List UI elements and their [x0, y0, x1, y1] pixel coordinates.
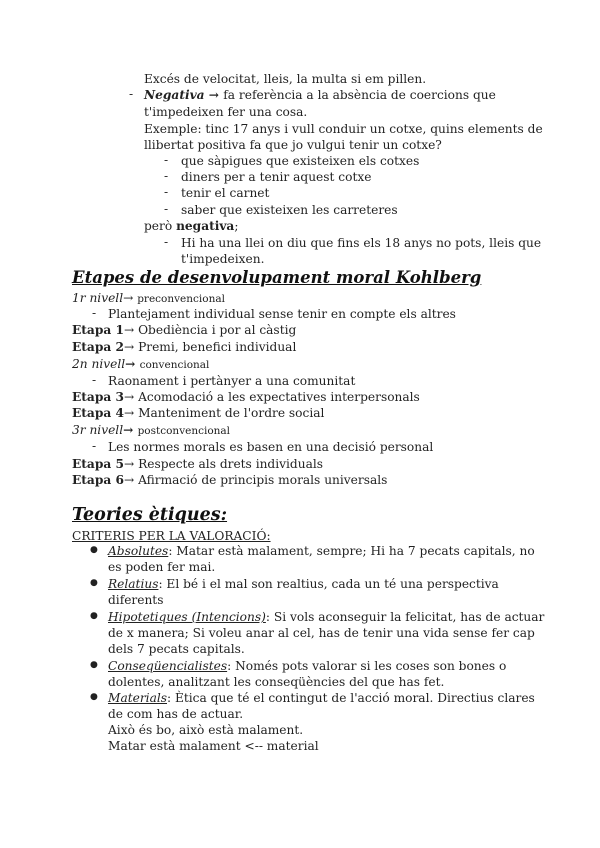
criteri-materials — [108, 690, 535, 706]
text-line: es poden fer mai. — [108, 560, 216, 574]
text-line: Això és bo, això està malament. — [108, 723, 304, 737]
bullet-marker: ● — [90, 692, 98, 702]
arrow: → — [123, 340, 139, 354]
pero-line — [144, 218, 238, 234]
text-line: Excés de velocitat, lleis, la multa si em pillen. — [144, 72, 427, 86]
nivell-desc: Plantejament individual sense tenir en compte els altres — [108, 307, 456, 321]
criteri-text: : Només pots valorar si les coses son bones o — [227, 659, 507, 673]
etapa-text: Afirmació de principis morals universals — [138, 473, 388, 487]
criteri-label: Conseqüencialistes — [108, 659, 228, 673]
etapa-text: Acomodació a les expectatives interpersonals — [138, 390, 420, 404]
etapa-5 — [72, 456, 323, 472]
bullet-marker: ● — [90, 611, 98, 621]
criteris-heading: CRITERIS PER LA VALORACIÓ: — [72, 529, 271, 543]
pero-end: ; — [234, 219, 239, 233]
nivell-desc: Raonament i pertànyer a una comunitat — [108, 374, 356, 388]
criteri-label: Materials — [108, 691, 167, 705]
arrow: → — [125, 357, 140, 371]
section-title-teories: Teories ètiques: — [72, 505, 228, 525]
criteri-absolutes — [108, 543, 535, 559]
dash-marker: - — [164, 153, 169, 167]
text-line: dolentes, analitzant les conseqüències del que has fet. — [108, 675, 445, 689]
etapa-label: Etapa 2 — [72, 340, 124, 354]
bullet-marker: ● — [90, 545, 98, 555]
nivell-tag: postconvencional — [137, 425, 231, 437]
text-line: dels 7 pecats capitals. — [108, 642, 245, 656]
nivell-1 — [72, 290, 225, 307]
text-line: llibertat positiva fa que jo vulgui tenir un cotxe? — [144, 138, 442, 152]
criteri-label: Relatius — [108, 577, 159, 591]
list-item: Hi ha una llei on diu que fins els 18 anys no pots, lleis que — [181, 236, 542, 250]
dash-marker: - — [164, 202, 169, 216]
nivell-2 — [72, 356, 209, 373]
text-line: t'impedeixen fer una cosa. — [144, 105, 308, 119]
nivell-desc: Les normes morals es basen en una decisió personal — [108, 440, 434, 454]
bullet-marker: ● — [90, 578, 98, 588]
arrow: → — [123, 423, 138, 437]
nivell-label: 1r nivell — [72, 291, 124, 305]
text-line: diferents — [108, 593, 164, 607]
criteri-relatius — [108, 576, 499, 592]
etapa-3 — [72, 389, 420, 405]
criteri-hipotetiques — [108, 609, 544, 625]
criteri-consequencialistes — [108, 658, 506, 674]
arrow: → — [204, 88, 224, 102]
etapa-text: Respecte als drets individuals — [138, 457, 323, 471]
etapa-label: Etapa 1 — [72, 323, 124, 337]
nivell-label: 3r nivell — [72, 423, 124, 437]
arrow: → — [123, 291, 138, 305]
etapa-1 — [72, 322, 296, 338]
etapa-text: Obediència i por al càstig — [138, 323, 297, 337]
dash-marker: - — [164, 169, 169, 183]
negativa-line — [144, 87, 496, 103]
pero-text: però — [144, 219, 177, 233]
arrow: → — [123, 457, 139, 471]
etapa-label: Etapa 4 — [72, 406, 124, 420]
negativa-text: fa referència a la absència de coercions que — [223, 88, 496, 102]
etapa-4 — [72, 405, 324, 421]
dash-marker: - — [129, 87, 134, 101]
text-line: de x manera; Si voleu anar al cel, has de tenir una vida sense fer cap — [108, 626, 535, 640]
etapa-label: Etapa 3 — [72, 390, 124, 404]
text-line: Exemple: tinc 17 anys i vull conduir un cotxe, quins elements de — [144, 122, 543, 136]
section-title-kohlberg: Etapes de desenvolupament moral Kohlberg — [72, 268, 482, 287]
etapa-label: Etapa 6 — [72, 473, 124, 487]
nivell-tag: convencional — [139, 359, 210, 371]
dash-marker: - — [164, 235, 169, 249]
etapa-2 — [72, 339, 296, 355]
list-item: tenir el carnet — [181, 186, 270, 200]
dash-marker: - — [92, 373, 97, 387]
criteri-label: Absolutes — [108, 544, 169, 558]
criteri-label: Hipotetiques (Intencions) — [108, 610, 266, 624]
bullet-marker: ● — [90, 660, 98, 670]
arrow: → — [123, 406, 139, 420]
list-item: que sàpigues que existeixen els cotxes — [181, 154, 420, 168]
list-item: saber que existeixen les carreteres — [181, 203, 398, 217]
list-item: diners per a tenir aquest cotxe — [181, 170, 372, 184]
arrow: → — [123, 323, 139, 337]
etapa-label: Etapa 5 — [72, 457, 124, 471]
text-line: t'impedeixen. — [181, 252, 265, 266]
dash-marker: - — [92, 439, 97, 453]
dash-marker: - — [92, 306, 97, 320]
etapa-text: Premi, benefici individual — [138, 340, 297, 354]
criteri-text: : Matar està malament, sempre; Hi ha 7 pecats capitals, no — [168, 544, 535, 558]
etapa-6 — [72, 472, 387, 488]
criteri-text: : Ètica que té el contingut de l'acció moral. Directius clares — [167, 691, 535, 705]
pero-bold: negativa — [176, 219, 235, 233]
nivell-tag: preconvencional — [137, 293, 225, 305]
dash-marker: - — [164, 185, 169, 199]
criteri-text: : El bé i el mal son realtius, cada un té una perspectiva — [158, 577, 499, 591]
criteri-text: : Si vols aconseguir la felicitat, has de actuar — [265, 610, 545, 624]
negativa-label: Negativa — [144, 88, 205, 102]
nivell-label: 2n nivell — [72, 357, 126, 371]
etapa-text: Manteniment de l'ordre social — [138, 406, 325, 420]
nivell-3 — [72, 422, 230, 439]
text-line: de com has de actuar. — [108, 707, 244, 721]
text-line: Matar està malament <-- material — [108, 739, 319, 753]
arrow: → — [123, 473, 139, 487]
arrow: → — [123, 390, 139, 404]
